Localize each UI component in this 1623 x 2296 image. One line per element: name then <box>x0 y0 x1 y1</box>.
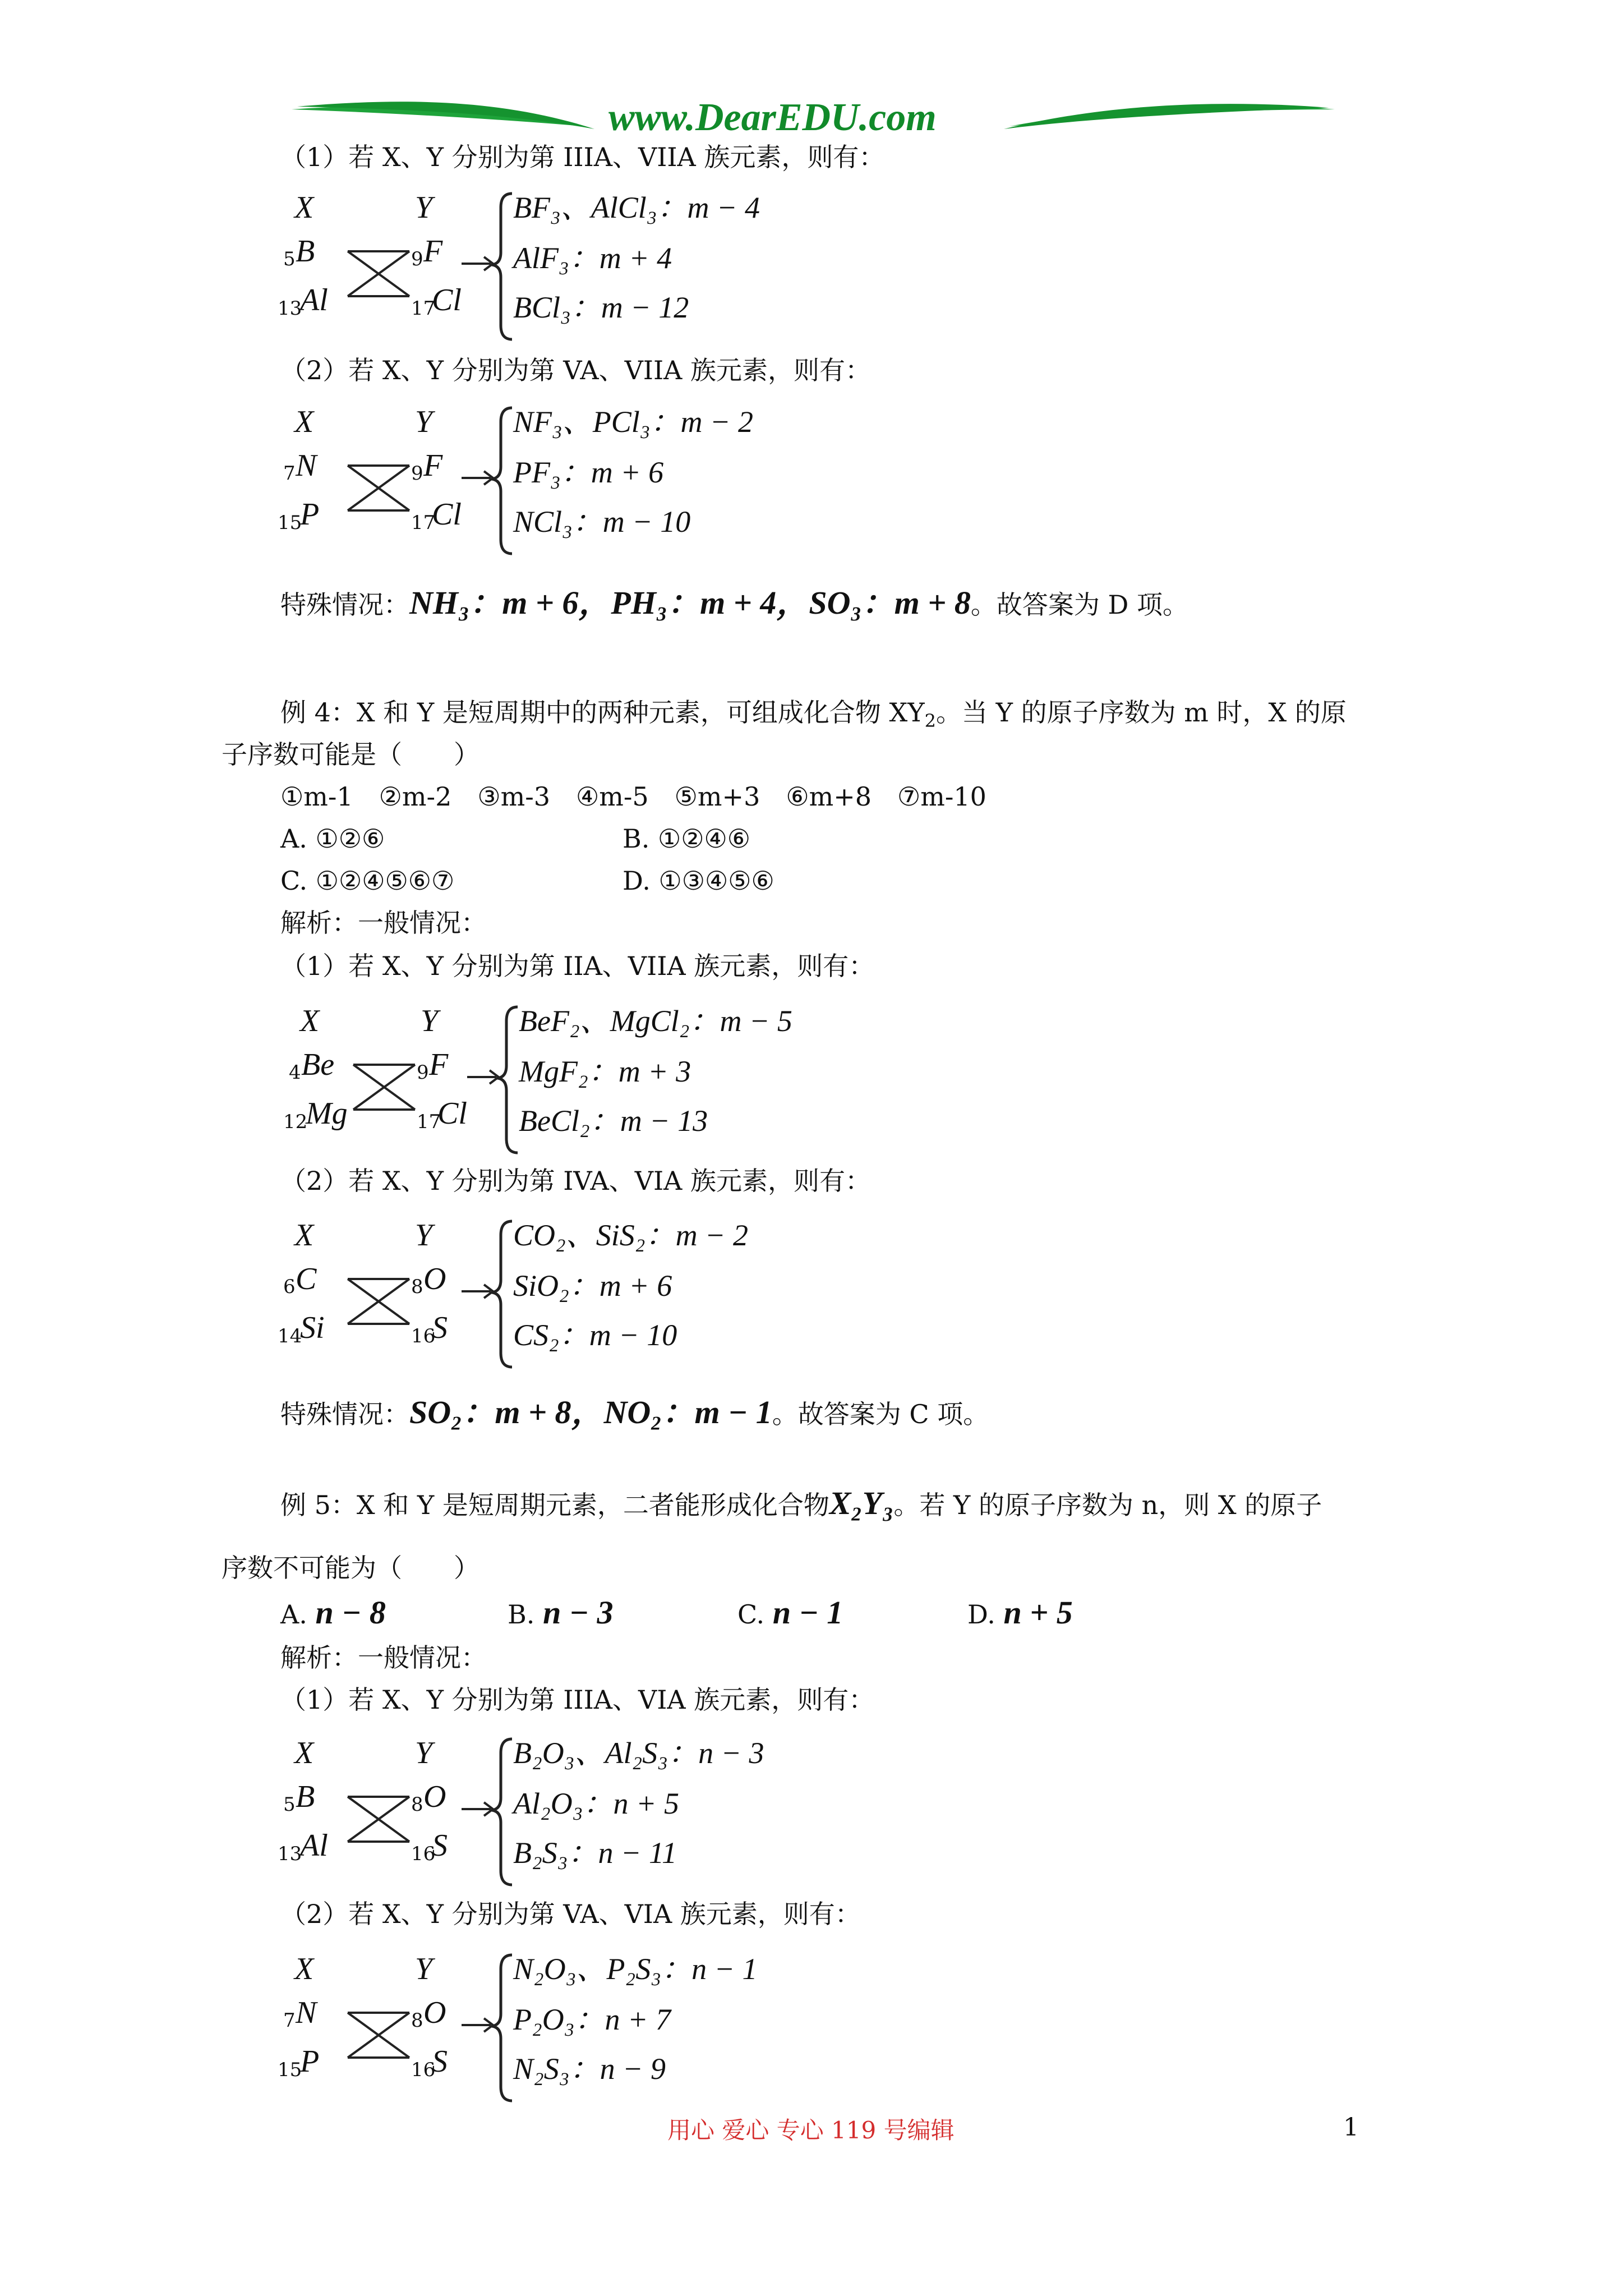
example-4-option-a: A. ①②⑥ <box>280 823 385 854</box>
element-symbol: O <box>423 1779 446 1814</box>
example-4-question: 子序数可能是（ ） <box>222 739 479 770</box>
atomic-number: 13 <box>278 1843 302 1865</box>
element-symbol: B <box>296 1779 315 1814</box>
atomic-number: 5 <box>283 1793 296 1816</box>
atomic-number: 6 <box>283 1276 296 1298</box>
element-symbol: Cl <box>437 1096 467 1131</box>
case-3-heading: （1）若 X、Y 分别为第 IIA、VIIA 族元素，则有： <box>280 951 875 981</box>
atomic-number: 7 <box>283 462 296 485</box>
atomic-number: 13 <box>278 297 302 320</box>
curly-brace-icon <box>492 408 512 554</box>
atomic-number: 17 <box>411 512 436 534</box>
atomic-number: 16 <box>411 1843 436 1865</box>
atomic-number: 17 <box>411 297 436 320</box>
result-line-1: NF₃、PCl₃：m − 2 <box>513 405 753 439</box>
element-symbol: P <box>300 497 320 532</box>
atomic-number: 9 <box>417 1061 429 1084</box>
special-case-2-math: SO₂：m + 8，NO₂：m − 1 <box>409 1394 772 1430</box>
element-symbol: O <box>423 1262 446 1296</box>
atomic-number: 8 <box>411 1276 423 1298</box>
example-4-option-b: B. ①②④⑥ <box>623 823 751 854</box>
element-symbol: S <box>432 1310 448 1345</box>
atomic-number: 9 <box>411 248 423 270</box>
case-1-heading: （1）若 X、Y 分别为第 IIIA、VIIA 族元素，则有： <box>280 142 885 172</box>
footer-text: 用心 爱心 专心 119 号编辑 <box>667 2116 955 2144</box>
analysis-label-1: 解析：一般情况： <box>280 908 487 938</box>
element-symbol: N <box>296 448 317 483</box>
atomic-number: 17 <box>417 1111 441 1133</box>
element-symbol: F <box>423 234 443 269</box>
element-symbol: Cl <box>432 497 462 532</box>
example-5-option-c: C. n − 1 <box>737 1594 843 1631</box>
curly-brace-icon <box>492 1221 512 1367</box>
special-case-1: 特殊情况：NH₃：m + 6，PH₃：m + 4，SO₃：m + 8。故答案为 D 项。 <box>280 585 1188 621</box>
result-line-3: CS₂：m − 10 <box>513 1318 677 1352</box>
atomic-number: 15 <box>278 2059 302 2081</box>
diagram-2 <box>278 399 822 568</box>
diagram-1 <box>278 185 822 353</box>
element-symbol: O <box>423 1995 446 2030</box>
label-y: Y <box>415 404 433 439</box>
label-x: X <box>300 1004 320 1038</box>
atomic-number: 8 <box>411 2009 423 2032</box>
result-line-1: CO₂、SiS₂：m − 2 <box>513 1218 749 1252</box>
result-line-2: MgF₂：m + 3 <box>519 1055 691 1088</box>
result-line-1: B₂O₃、Al₂S₃：n − 3 <box>513 1736 764 1770</box>
atomic-number: 16 <box>411 2059 436 2081</box>
result-line-2: SiO₂：m + 6 <box>513 1269 672 1303</box>
element-symbol: Si <box>300 1310 325 1345</box>
label-y: Y <box>415 1218 433 1253</box>
atomic-number: 14 <box>278 1325 302 1347</box>
example-4-option-c: C. ①②④⑤⑥⑦ <box>280 866 455 896</box>
example-4-items: ①m-1 ②m-2 ③m-3 ④m-5 ⑤m+3 ⑥m+8 ⑦m-10 <box>280 781 986 812</box>
label-x: X <box>294 1952 314 1986</box>
element-symbol: B <box>296 234 315 269</box>
label-x: X <box>294 404 314 439</box>
curly-brace-icon <box>492 1955 512 2101</box>
analysis-label-2: 解析：一般情况： <box>280 1642 487 1673</box>
result-line-3: BeCl₂：m − 13 <box>519 1104 708 1138</box>
element-symbol: C <box>296 1262 317 1296</box>
result-line-3: B₂S₃：n − 11 <box>513 1836 677 1870</box>
diagram-4 <box>278 1213 822 1381</box>
atomic-number: 5 <box>283 248 296 270</box>
result-line-3: BCl₃：m − 12 <box>513 291 689 324</box>
result-line-1: BF₃、AlCl₃：m − 4 <box>513 191 760 224</box>
case-2-heading: （2）若 X、Y 分别为第 VA、VIIA 族元素，则有： <box>280 355 871 385</box>
diagram-6 <box>278 1947 822 2115</box>
atomic-number: 16 <box>411 1325 436 1347</box>
atomic-number: 15 <box>278 512 302 534</box>
result-line-2: PF₃：m + 6 <box>513 455 664 489</box>
label-y: Y <box>415 1736 433 1770</box>
example-5-question: 序数不可能为（ ） <box>222 1553 479 1583</box>
site-logo-text: www.DearEDU.com <box>608 96 937 139</box>
atomic-number: 4 <box>289 1061 301 1084</box>
label-x: X <box>294 1736 314 1770</box>
element-symbol: P <box>300 2044 320 2079</box>
result-line-1: BeF₂、MgCl₂：m − 5 <box>519 1004 792 1038</box>
curly-brace-icon <box>492 1739 512 1885</box>
element-symbol: Al <box>300 283 328 318</box>
label-y: Y <box>415 1952 433 1986</box>
special-case-1-math: NH₃：m + 6，PH₃：m + 4，SO₃：m + 8 <box>409 585 971 621</box>
element-symbol: Cl <box>432 283 462 318</box>
label-y: Y <box>415 190 433 225</box>
atomic-number: 8 <box>411 1793 423 1816</box>
page-number: 1 <box>1343 2113 1359 2142</box>
atomic-number: 7 <box>283 2009 296 2032</box>
element-symbol: Mg <box>306 1096 348 1131</box>
case-5-heading: （1）若 X、Y 分别为第 IIIA、VIA 族元素，则有： <box>280 1685 875 1715</box>
element-symbol: Be <box>301 1047 335 1082</box>
example-5-text: 例 5：X 和 Y 是短周期元素，二者能形成化合物X₂Y₃。若 Y 的原子序数为 n，则 X 的原子 <box>280 1485 1322 1521</box>
label-y: Y <box>421 1004 439 1038</box>
example-4-text: 例 4：X 和 Y 是短周期中的两种元素，可组成化合物 $XY_2$。当 Y 的原子序数为 m 时，X 的原 <box>280 697 1347 731</box>
special-case-2: 特殊情况：SO₂：m + 8，NO₂：m − 1。故答案为 C 项。 <box>280 1394 989 1430</box>
atomic-number: 9 <box>411 462 423 485</box>
curly-brace-icon <box>497 1007 518 1153</box>
diagram-3 <box>283 999 827 1167</box>
element-symbol: Al <box>300 1828 328 1863</box>
element-symbol: N <box>296 1995 317 2030</box>
element-symbol: F <box>429 1047 449 1082</box>
case-4-heading: （2）若 X、Y 分别为第 IVA、VIA 族元素，则有： <box>280 1166 871 1196</box>
element-symbol: S <box>432 1828 448 1863</box>
element-symbol: F <box>423 448 443 483</box>
curly-brace-icon <box>492 194 512 339</box>
element-symbol: S <box>432 2044 448 2079</box>
example-4-option-d: D. ①③④⑤⑥ <box>623 866 774 896</box>
label-x: X <box>294 190 314 225</box>
result-line-3: NCl₃：m − 10 <box>513 505 691 539</box>
result-line-1: N₂O₃、P₂S₃：n − 1 <box>513 1952 758 1986</box>
case-6-heading: （2）若 X、Y 分别为第 VA、VIA 族元素，则有： <box>280 1899 861 1929</box>
result-line-2: Al₂O₃：n + 5 <box>513 1787 679 1820</box>
result-line-2: P₂O₃：n + 7 <box>513 2003 671 2036</box>
example-5-option-d: D. n + 5 <box>967 1594 1073 1631</box>
label-x: X <box>294 1218 314 1253</box>
atomic-number: 12 <box>283 1111 308 1133</box>
diagram-5 <box>278 1731 822 1899</box>
result-line-3: N₂S₃：n − 9 <box>513 2052 666 2086</box>
example-5-option-b: B. n − 3 <box>508 1594 614 1631</box>
result-line-2: AlF₃：m + 4 <box>513 241 672 275</box>
example-5-option-a: A. n − 8 <box>280 1594 386 1631</box>
